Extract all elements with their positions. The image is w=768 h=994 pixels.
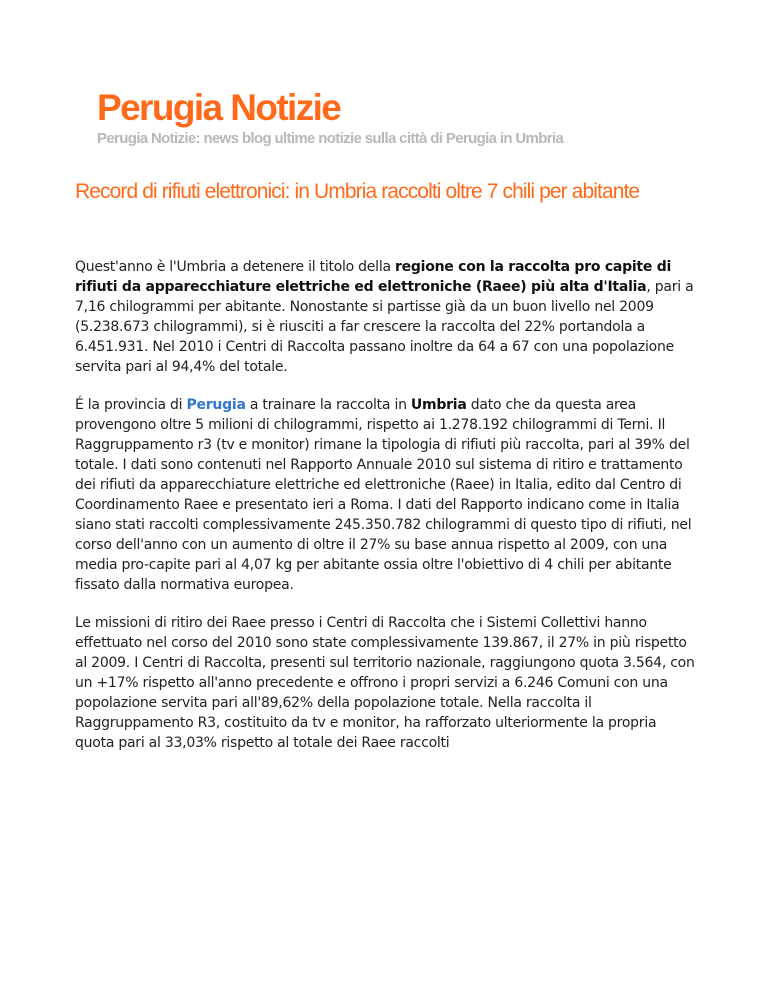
paragraph-text: a trainare la raccolta in [245, 397, 411, 413]
article-paragraph-3 [75, 613, 695, 753]
site-tagline: Perugia Notizie: news blog ultime notizie sulla città di Perugia in Umbria [97, 130, 564, 147]
bold-phrase: Umbria [410, 397, 467, 413]
paragraph-text: Le missioni di ritiro dei Raee presso i Centri di Raccolta che i Sistemi Collettivi hanno effettuato nel corso del 2010 sono state complessivamente 139.867, il 27% in più rispetto al 2009. I Centri di Raccolta, presenti sul territorio nazionale, raggiungono quota 3.564, con un +17% rispetto all'anno precedente e offrono i propri servizi a 6.246 Comuni con una popolazione servita pari all'89,62% della popolazione totale. Nella raccolta il Raggruppamento R3, costituito da tv e monitor, ha rafforzato ulteriormente la propria quota pari al 33,03% rispetto al totale dei Raee raccolti [75, 615, 695, 751]
article-paragraph-1 [75, 257, 695, 377]
paragraph-text: É la provincia di [75, 397, 187, 413]
article-paragraph-2 [75, 395, 695, 595]
paragraph-text: dato che da questa area provengono oltre 5 milioni di chilogrammi, rispetto ai 1.278.192 chilogrammi di Terni. Il Raggruppamento r3 (tv e monitor) rimane la tipologia di rifiuti più raccolta, pari al 39% del totale. I dati sono contenuti nel Rapporto Annuale 2010 sul sistema di ritiro e trattamento dei rifiuti da apparecchiature elettriche ed elettroniche (Raee) in Italia, edito dal Centro di Coordinamento Raee e presentato ieri a Roma. I dati del Rapporto indicano come in Italia siano stati raccolti complessivamente 245.350.782 chilogrammi di questo tipo di rifiuti, nel corso dell'anno con un aumento di oltre il 27% su base annua rispetto al 2009, con una media pro-capite pari al 4,07 kg per abitante ossia oltre l'obiettivo di 4 chili per abitante fissato dalla normativa europea. [75, 397, 692, 593]
site-title[interactable]: Perugia Notizie [97, 87, 341, 128]
paragraph-text: , pari a 7,16 chilogrammi per abitante. Nonostante si partisse già da un buon livello nel 2009 (5.238.673 chilogrammi), si è riusciti a far crescere la raccolta del 22% portandola a 6.451.931. Nel 2010 i Centri di Raccolta passano inoltre da 64 a 67 con una popolazione servita pari al 94,4% del totale. [75, 279, 694, 375]
bold-phrase: regione con la raccolta pro capite di rifiuti da apparecchiature elettriche ed elettroniche (Raee) più alta d'Italia [75, 259, 672, 295]
paragraph-text: Quest'anno è l'Umbria a detenere il titolo della [75, 259, 395, 275]
article-title[interactable]: Record di rifiuti elettronici: in Umbria raccolti oltre 7 chili per abitante [75, 180, 640, 203]
article-body [75, 257, 695, 771]
perugia-link[interactable]: Perugia [186, 397, 246, 413]
